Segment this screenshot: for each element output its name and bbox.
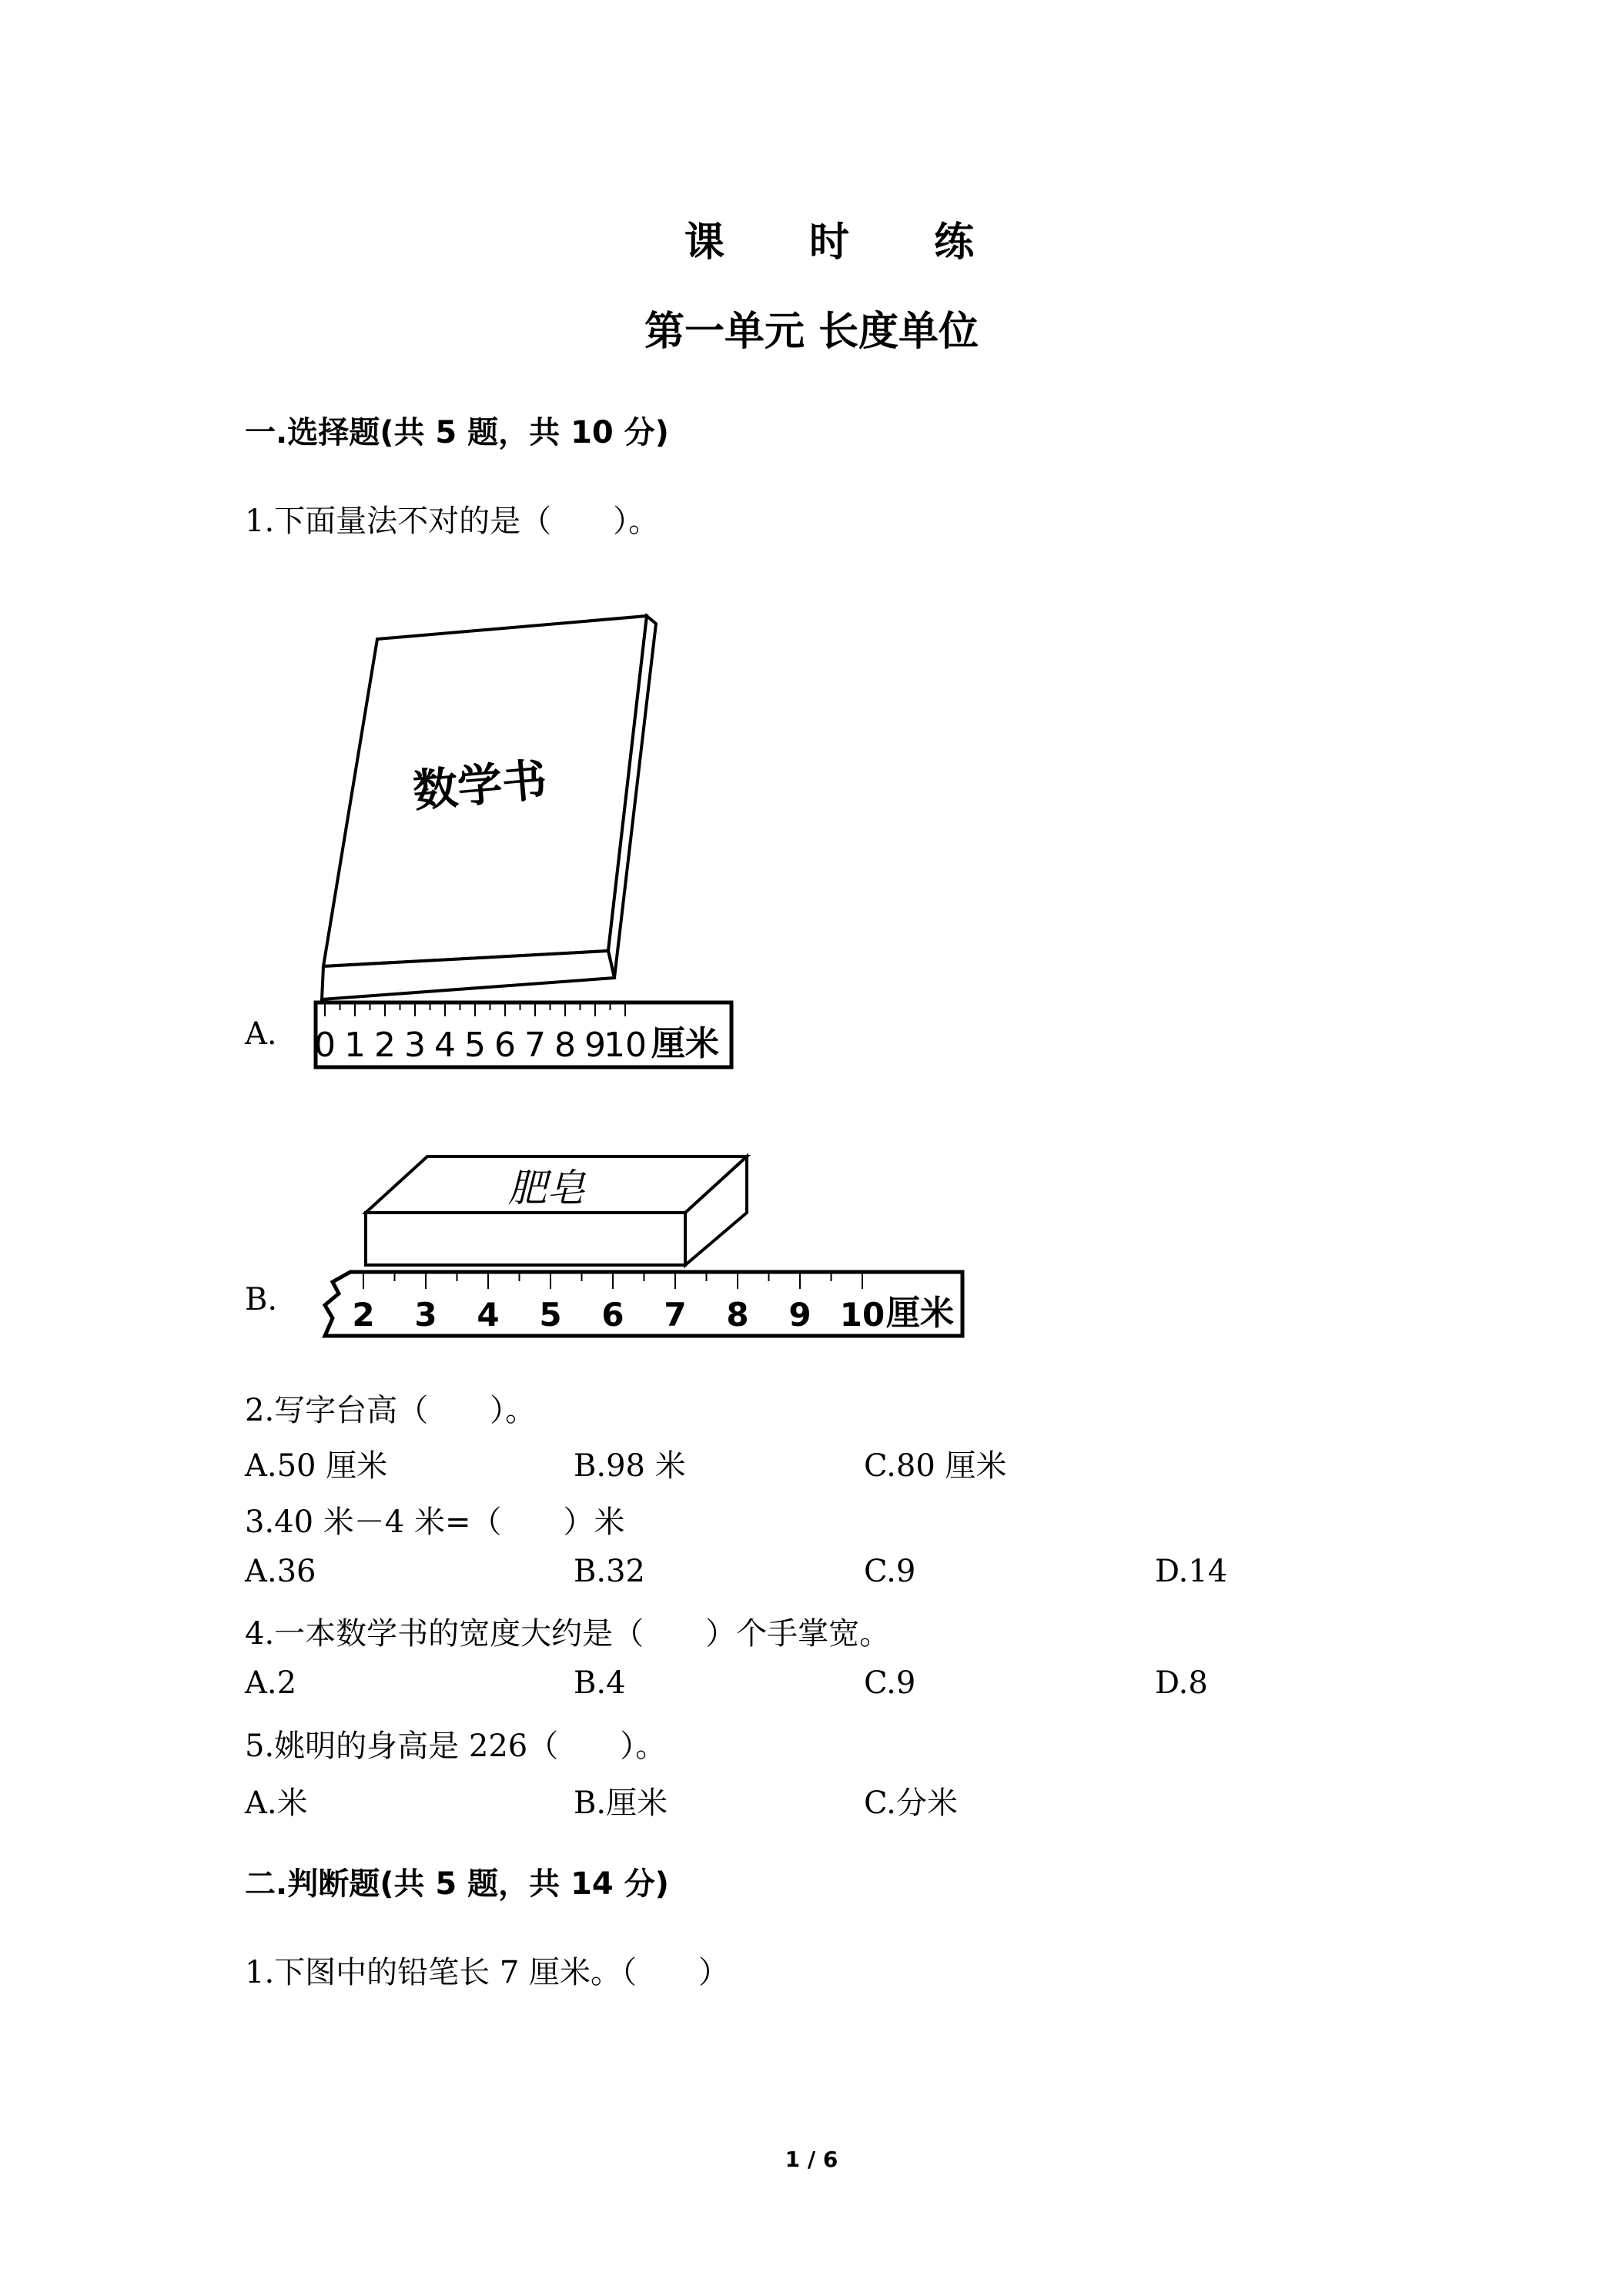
ruler-b-tick-label: 8 [726,1296,749,1334]
question-3-text: 3.40 米－4 米=（ ）米 [245,1504,625,1540]
ruler-a-tick-label: 1 [344,1026,366,1065]
soap-label: 肥皂 [508,1166,585,1210]
ruler-b-tick-label: 9 [788,1296,812,1334]
question-1-text: 1.下面量法不对的是（ ）。 [245,504,660,539]
ruler-a-tick-label: 2 [374,1026,396,1065]
ruler-a [314,1002,731,1067]
ruler-a-unit: 厘米 [651,1024,719,1063]
ruler-a-tick-label: 6 [494,1026,516,1065]
ruler-a-tick-label: 4 [434,1026,456,1065]
ruler-b-tick-label: 10 [839,1296,885,1334]
question-5-text: 5.姚明的身高是 226（ ）。 [245,1729,667,1764]
q3-option-b: B.32 [574,1554,646,1589]
q5-option-a: A.米 [245,1786,308,1821]
ruler-a-tick-label: 10 [604,1026,647,1065]
ruler-a-tick-label: 5 [464,1026,486,1065]
q3-option-d: D.14 [1155,1554,1228,1589]
section-heading-judge: 二.判断题(共 5 题，共 14 分) [245,1866,669,1902]
q1-option-a-label: A. [245,1016,277,1052]
ruler-a-tick-label: 8 [554,1026,576,1065]
q1-option-b-label: B. [245,1282,278,1317]
q4-option-b: B.4 [574,1665,626,1701]
q3-option-a: A.36 [245,1554,316,1589]
judge-question-1-text: 1.下图中的铅笔长 7 厘米。（ ） [245,1955,730,1990]
ruler-b-tick-label: 2 [352,1296,375,1334]
q2-option-c: C.80 厘米 [864,1448,1007,1484]
ruler-b-tick-label: 6 [601,1296,624,1334]
ruler-b-tick-label: 4 [477,1296,500,1334]
ruler-b-tick-label: 5 [539,1296,562,1334]
figure-soap-on-ruler [316,1147,970,1347]
page-title: 课 时 练 [684,219,1010,266]
q2-option-b: B.98 米 [574,1448,686,1484]
ruler-a-tick-label: 3 [404,1026,426,1065]
section-heading-choice: 一.选择题(共 5 题，共 10 分) [245,415,669,450]
ruler-b-tick-label: 3 [414,1296,437,1334]
soap-front [366,1213,685,1265]
figure-book-on-ruler [308,601,755,1078]
ruler-b [325,1272,962,1336]
q4-option-d: D.8 [1155,1665,1208,1701]
page-subtitle: 第一单元 长度单位 [644,308,979,355]
q5-option-c: C.分米 [864,1786,958,1821]
ruler-a-tick-label: 9 [584,1026,606,1065]
q2-option-a: A.50 厘米 [245,1448,388,1484]
q5-option-b: B.厘米 [574,1786,668,1821]
ruler-a-tick-label: 0 [314,1026,336,1065]
q4-option-a: A.2 [245,1665,297,1701]
page-number: 1 / 6 [785,2147,838,2172]
question-4-text: 4.一本数学书的宽度大约是（ ）个手掌宽。 [245,1616,891,1652]
q3-option-c: C.9 [864,1554,916,1589]
ruler-a-tick-label: 7 [524,1026,546,1065]
book-label: 数学书 [410,753,549,818]
ruler-b-tick-label: 7 [664,1296,687,1334]
question-2-text: 2.写字台高（ ）。 [245,1393,537,1428]
q4-option-c: C.9 [864,1665,916,1701]
ruler-b-unit: 厘米 [886,1294,954,1333]
